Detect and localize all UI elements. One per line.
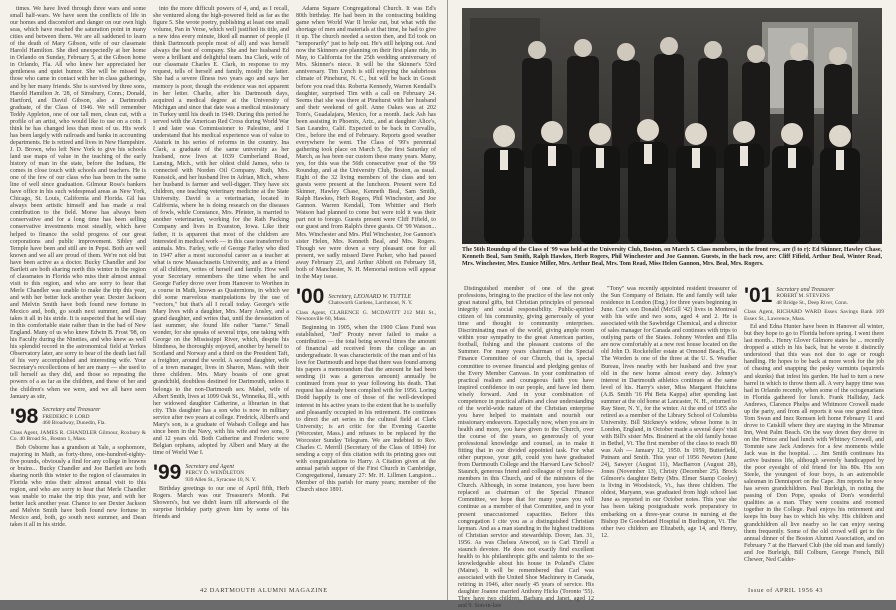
class-heading-00 [296,284,436,308]
class-agent: Class Agent, JAMES R. CHANDLER Gilmour, Roxbury & Co. 40 Broad St., Boston 1, Mass. [10,429,146,443]
column-text: Birthday greetings to our one of April fifth, Herb Rogers. March was our Treasurer's Month. Pat Showers's, but we didn't learn till afterwards of the surprise birthday party given him by some of his friends and [153,486,289,521]
secretary-name: FREDERIC P. LORD [42,413,90,420]
class-reunion-photo [462,8,882,244]
column-text: Beginning in 1905, when the 1900 Class Fund was established, "Jed" Prouty never failed to make a contribution — the total being several times the amount of financial aid received from the college as an undergraduate. It was characteristic of the man and of his love for Dartmouth and hope that there was found among his papers a memorandum that the amount he had been sending (it was a generous amount) annually be continued from year to year following his death. That request has already been complied with for 1956. Loring Dodd happily is one of those of the well-developed interest in his active years to the extent that he is usefully and pleasantly occupied in his retirement. He continues to direct the art series in the cultural field at Clark University; is art critic for the Evening Gazette (Worcester, Mass.) and refuses to be replaced by the Worcester Sunday Telegram. We are indebted to Rev. Charles C. Merrill (Secretary of the Class of 1894) for sending a copy of this citation with its printing goes out with congratulations to Harry. A Citation given at the annual parish supper of the First Church in Cambridge, Congregational, January 27: Mr. H. Lillmen Langston... Member of this parish for many years; member of the Church since 1891. [296,325,436,494]
caption-text: The 56th Roundup of the Class of '99 was held at the University Club, Boston, on March 5. Class members, in the front row, are (l to r): Ed Skinner, Hawley Chase, Kenneth Beal, Sam Smith, Ralph Hawkes, Herb Rogers, Phil Winchester and Joe Gannon. Guests, in the back row, are: Cliff Fifield, Arthur Beal, Winter Read, Mrs. Winchester, Mrs. Eunice Miller, Mrs. Arthur Beal, Mrs. Tom Read, Miss Helen Gannon, Mrs. Beal, Mrs. Rogers. [462,247,882,267]
column-1 [458,286,594,610]
column-text: into the more difficult powers of 4, and, as I recall, she ventured along the high-powered field as far as the figure 5. She wrote poetry, publishing at least one small volume, Pan in Verse, which well justified its title, and a new idea every minute, liked all manner of people (I think Dartmouth people most of all) and was herself always the best of company. She and her husband Ed were a brilliant and delightful team. Ina Clark, wife of our classmate Charles E. Clark, in response to my request, tells of herself and family, mostly the latter. She had a severe illness two years ago and says her memory is poor, though the evidence was not apparent in her letter. Charlie, after his Dartmouth days, acquired a medical degree at the University of Michigan and since that date was a medical missionary in Turkey until his death in 1949. During this period he served with the American Red Cross during World War I and later was Commissioner to Palestine, and I understand that his medical experience was of value to Ataturk in his series of reforms in the country. Ina Clark, a graduate of the same university as her husband, now lives at 1039 Cumberland Road, Lansing, Mich., with her oldest child James, who is connected with Norden Oil Company. Ruth, Mrs. Kuessick, and her husband live in Adrian, Mich., where her husband is farmer and well-digger. They have six children, one teaching veterinary medicine at the State University. David is a veterinarian, located in California, where he is doing research on the diseases of fowls, while Constance, Mrs. Pfeister, is married to another veterinarian, working for the Rath Packing Company and lives in Evanston, Iowa. Like their father, it is apparent that most of the children are interested in medical work — in this case transferred to animals. Mrs. Farley, wife of George Farley who died in 1947 after a most successful career as a teacher at what is now Massachusetts University, and as a friend of all children, writes of herself and family. How well your Secretary remembers the time when he and George Farley drove over from Hanover to Worthen in a course in Math, known as Quaternions, in which we did some marvelous manipulations by the use of "vectors," but that's all I recall today. George's wife Mary lives with a daughter, Mrs. Mary Ansley, and a grand daughter, and writes that, until the devastation of last summer, she found life rather "tame." Small wonder, for she speaks of several trips, one taking with George on the Mississippi River, which, despite his blindness, he thoroughly enjoyed, another by herself to Scotland and Norway and a third on the President Taft, a freighter, around the world. A second daughter, wife of a town manager, lives in Sharon, Mass. with their three children. Mrs. Mary boasts of one great grandchild, doubtless destined for Dartmouth, unless it belongs to the non-Dartmouth sex. Mabel, wife of Albert Smith, lives at 1099 Oak St., Winnetka, Ill., with her widowed daughter Catherine, a librarian in that city. This daughter has a son who is now in military service after two years at college. Fredrick, Albert's and Mary's son, is a graduate of Wabash College and has since been in the Navy, with his wife and two sons, 9 and 12 years old. Both Catherine and Frederic were Belgian orphans, adopted by Albert and Mary at the time of World War I. [153,6,289,456]
column-text: Adams Square Congregational Church. It was Ed's 80th birthday. He had been in the contracting building game when World War II broke out, but what with the shortage of men and materials at that time, he had to give it up. The church needed a sexton then, and Ed took on "temporarily" just to help out. He's still helping out. And now the Skinners are planning on their first plane ride, in May, to California for the 25th wedding anniversary of Mrs. Skinner's niece. It will be the Skinner's 53rd anniversary. Tim Lynch is still enjoying the salubrious climate of Pinehurst, N. C., but will be back in Gossit before you read this. Roberta Kennedy, Warren Kendall's daughter, surprised Tim with a call on February 24. Seems that she was there at Pinehurst with her husband and their weekend of golf. Anne Oakes was at 202 Tom's, Guadalajara, Mexico, for a month. Jack Ash has been assisting in Phoenix, Ariz., and at daughter Alice's, San Leandro, Calif. Expected to be back in Corvallis, Ore., before the end of February. Reports good weather everywhere he went. The Class of '99's perennial gathering took place on March 5, the first Saturday of March, as has been our custom these many years. Many, yes, for this was the 56th consecutive year of the '99 Roundup, and at the University Club, Boston, as usual. Eight of the 32 living members of the class and ten guests were present at the luncheon. Present were Ed Skinner, Hawley Chase, Kenneth Beal, Sam Smith, Ralph Hawkes, Herb Rogers, Phil Winchester, and Joe Gannon. Warren Kendall, Tom Whittier and Herb Watson had planned to come but were told it was their part not to forego. Guests present were Cliff Fifield, to our guest and from Ralph's three guests. Of '99 Watson... Mrs. Winchester and Mrs. Phil Winchester, Joe Gannon's sister Helen, Mrs. Kenneth Beal, and Mrs. Rogers. Though we were down a very pleasant one for all present, we sadly missed Dave Parker, who had passed away February 23, and Arthur Abbott on February 18, both of Manchester, N. H. Memorial notices will appear in the May issue. [296,6,436,280]
column-text: Ed and Edna Hunter have been in Hanover all winter, but they hope to go to Florida before spring. I went there last month... Henry Glover Gilmore states he ... recently dropped a stitch in his back, but he wrote it distinctly understood that this was not due to age or rough handling. He hopes to be back at more work for the job of chasing and snapping the pesky varmints (squirrels and skunks) that infest his garden. He had to turn a new barrel in which to throw them all. A very happy time was had in Orlando recently, when some of the octogenarians in Florida gathered for lunch. Frank Halliday, Jack Andrews, Clarence Phelps and Whitmore Crowell made up the party, and from all reports it was one grand time. Tom Swan and Inez Remsen left home February 11 and drove to Catskill where they are staying in the Miramar Inn, West Palm Beach. On the way down they drove in on the Prince and had lunch with Whitney Crowell, and Tommie saw Jack Andrews for a few moments while Jack was in the hospital. ... Jim Smith continues his active business life, although severely handicapped by the poor eyesight of old friend for his 80s. His son Steele, the youngest of four boys, is an automobile salesman in Dennisport on the Cape. Jim reports he now has seven grandchildren. Paul Burleigh, in noting the passing of Don Pope, speaks of Don's wonderful qualities as a man. They were cousins and roomed together in the College. Paul enjoys his retirement and keeps his busy has to which his why. His children and grandchildren all live nearby so he can enjoy seeing them frequently. Some of the old crowd will get to the annual dinner of the Boston Alumni Association, and on February 7 at the Harvard Club (the old man and family) and Joe Burleigh, Bill Colburn, George French, Bill Chewer, Ned Calder- [744,324,884,563]
column-text: times. We have lived through three wars and some small half-wars. We have seen the conflicts of life in our homes and discomfort and danger on our own high seas, which have reached the saturation point in many cities and between them. We are all saddened to learn of the death of Mary Gibson, wife of our classmate Harold Hamilton. She died unexpectedly at her home in Orlando on Sunday, February 5, at the Gibson home in Orlando, Fla. All who knew her appreciated her gentleness and quiet humor. She will be missed by those who came in contact with her in class gatherings, and by her many friends. She is survived by three sons, Harold Hamilton Jr. '28, of Simsbury, Conn.; Donald, Hartford, and David Gibson, also a Dartmouth graduate, of the Class of 1946. We will remember Teddy Appleton, one of our tall men, clean cut, with a profile of an artist, who would like to use on a coin. I think he has changed less than most of us. His work has been largely with railroads and banks in accounting departments. He is retired and lives in New Hampshire. J. D. Brown, who left New York to give his schools land use maps of value in the teaching of the early history of man in the state, before the Indians, He comes in close touch with schools and teachers. He is one of the few of our class who has been in the same line of well since graduation. Gilmour Ross's bankers have office in his such widespread areas as New York, Chicago, St. Louis, California and Florida. Gil has always been artistic himself and has made a real contribution to the field. Morse has always been conservative and for a long time has been selling conservative investments most steadily, which have helped to finance the solid progress of our great corporations and public improvement. Sibley and Temple have been and still are in Pepsi. Both are well known and we all are proud of them. We're not old but have been active as a doctor. Bucky Chandler and Joe Bartlett are both sharing north this winter in the region of classmates in Florida who miss their almost annual visit to this region, and who are sorry to hear that Merle Chandler was unable to make the trip this year, and with her better luck another year. Dexter Jackson and Melvin Smith have both found new fortune in Mexico and, both, go south next summer, and Dean takes it all in his stride. It is suspected that he will stay in this comfortable state rather than in the bad of New England. Many of us who knew Edwin B. Frost '98, on his Faculty during the Nineties, and who knew as well his splendid record in the astronomical field at Yerkes Observatory later, are sorry to hear of the death last fall of his very accomplished and interesting wife. Your Secretary's recollections of her are many — she used to tell herself as they did, and those so repeating the powers of a as far as the children, and these of her and the children's when we were, and we all have seen January as stir, [10,6,146,400]
class-secretary-block [42,407,105,426]
class-secretary-block [328,294,412,307]
class-heading-01 [744,286,884,306]
secretary-address: Chatsworth Gardens, Larchmont, N. Y. [328,300,413,307]
secretary-address: 939 Allen St., Syracuse 10, N. Y. [185,476,257,483]
column-2 [153,6,289,578]
class-heading-99 [153,463,289,483]
class-heading-98 [10,404,146,428]
secretary-address: 460 Broadway, Dunedin, Fla. [42,420,106,427]
right-page [448,0,896,610]
class-agent: Class Agent, RICHARD WARD Essex Savings Bank 109 Essex St., Lawrence, Mass. [744,309,884,322]
class-year-number: '01 [744,284,773,307]
page-footer: 42 DARTMOUTH ALUMNI MAGAZINE [200,587,328,594]
secretary-role: Secretary, LEONARD W. TUTTLE [328,294,412,301]
class-year-number: '98 [10,404,39,428]
photo-caption [462,247,882,268]
class-year-number: '00 [296,284,325,308]
secretary-role: Secretary and Treasurer [776,286,835,293]
left-page [0,0,448,600]
class-secretary-block [776,287,848,306]
secretary-role: Secretary and Agent [185,463,235,470]
secretary-name: ROBERT M. STEVENS [776,293,830,300]
column-1 [10,6,146,578]
group-photo-illustration [462,8,882,244]
page-footer: Issue of APRIL 1956 43 [748,587,824,594]
class-agent: Class Agent, CLARENCE G. MCDAVITT 212 Mill St., Newtonville 60, Mass. [296,309,436,323]
column-2 [601,286,737,580]
column-3 [296,6,436,578]
secretary-address: 48 Bridge St., Deep River, Conn. [776,299,848,306]
column-3 [744,286,884,580]
column-text: Distinguished member of one of the great professions, bringing to the practice of the law not only great natural gifts, but Christian principles of personal integrity and social responsibility. Public-spirited citizen of his community, giving generously of your time and thought to community enterprises. Discriminating man of the world, giving ample room within your sympathy to the great American parties, football, fishing and the pleasant customs of the Summer. For many years chairman of the Special Finance Committee of our Church, that is, special committee to oversee financial and pledging genius of the Every Member Canvass. In your combination of practical realism and courageous faith you have inspired confidence in our people, and have led them wisely forward. And in your combination of competence in practical affairs and clear understanding of the world-wide nature of the Christian enterprise you have helped to maintain and nourish our missionary endeavors. Especially now, when you are in health and more, you have given to the Church, over the course of the years, so generously of your professional knowledge and counsel, as to make it fitting that in our divided appointed task. For what other purpose, your gift, could you have graduated from Dartmouth College and the Harvard Law School? Staunch, generous friend and colleague of your fellow-members in this Church, and of the ministers of the Church. Although, in some instances, you have been replaced as chairman of the Special Finance Committee, we hope that for many years you will continue as a member of that Committee, and in your present unaccustomed capacities. Before this congregation I cite you as a distinguished Christian layman. And as a man standing in the highest traditions of Christian service and stewardship. Dover, Jan. 31, 1956. As was Chelsea Atwood, so is Carl Tirrell a staunch devotee. He does not exactly find excellent health to his philanthropic gifts and talents to the so-knowledgeable about his house in Poland's Claire (Maine). It will be remembered that Carl was associated with the United Shoe Machinery in Canada, retiring in 1946, after nearly 45 years of service. His daughter Joanne married Anthony Hicks (Toronto '55). They have two children, Barbara and Janet, aged 12 and 9. Son-in-law [458,286,594,610]
column-text: Bob Osborne has a grandson at Yale, a sophomore, majoring in Math, as forty-three, one-hundred-eighty-five pounds, obviously a find for any college in brawns or brains... Bucky Chandler and Joe Bartlett are both sharing north this winter to the region of classmates in Florida who miss their almost annual visit to this region, and who are sorry to hear that Merle Chandler was unable to make the trip this year, and with her better luck another year. Chance to see Dexter Jackson and Melvin Smith have both found new fortune in Mexico and, both, go south next summer, and Dean takes it all in his stride. [10,444,146,529]
class-year-number: '99 [153,461,182,484]
column-text: "Tony" was recently appointed resident treasurer of the Sun Company of Britain. He and family will take residence in London (Eng.) for three years beginning in June. Cur's son Donald (McGill '42) lives in Montreal with his wife and two sons, aged 4 and 2. He is associated with the Sawbridge Chemical, and a director of sales manager for Canada and continues with trips to outlying parts of the States. Johnny Worden and Ella are now comfortably at a new rest house located on the old John D. Rockefeller estate at Ormond Beach, Fla. The Worden is one of the three at the U. S. Weather Bureau, lives nearby with her husband and five year old in the new home almost every day. Johnny's interest in Dartmouth athletics continues at the same level of his. Harry's sister, Miss Margaret Hutchins (A.B. Smith '16 Phi Beta Kappa) after spending last summer at the old home at Lancaster, N. H., returned to Ray Steer, N. Y., for the winter. At the end of 1955 she retired as a member of the Library School of Columbia University. Bill Stickney's widow, whose home is in London, England, in October made a several days' visit with Bill's sister Mrs. Brainerd at the old family house in Bethel, Vt. The first member of the class to reach 80 was Ash — January 12, 1950. In 1959, Butterfield, Putnam and Smith. This year of 1956 Newton (June 24), Sawyer (August 11), MacBarron (August 28), Jones (November 13), Christy (December 25). Brock Gilmore's daughter Betty (Mrs. Elmer Stamp Cooley) is living in Woodstock, Vt., has three children. The oldest, Maryann, was graduated from high school last June as reported in our October notes. This year she has been taking postgraduate work preparatory to embarking on a three-year course in nursing at the Bishop De Goesbriand Hospital in Burlington, Vt. The other two children are Elizabeth, age 14, and Henry, 12. [601,286,737,539]
secretary-role: Secretary and Treasurer [42,407,101,414]
secretary-name: PERCY D. WENDLETON [185,470,245,477]
class-secretary-block [185,464,256,483]
